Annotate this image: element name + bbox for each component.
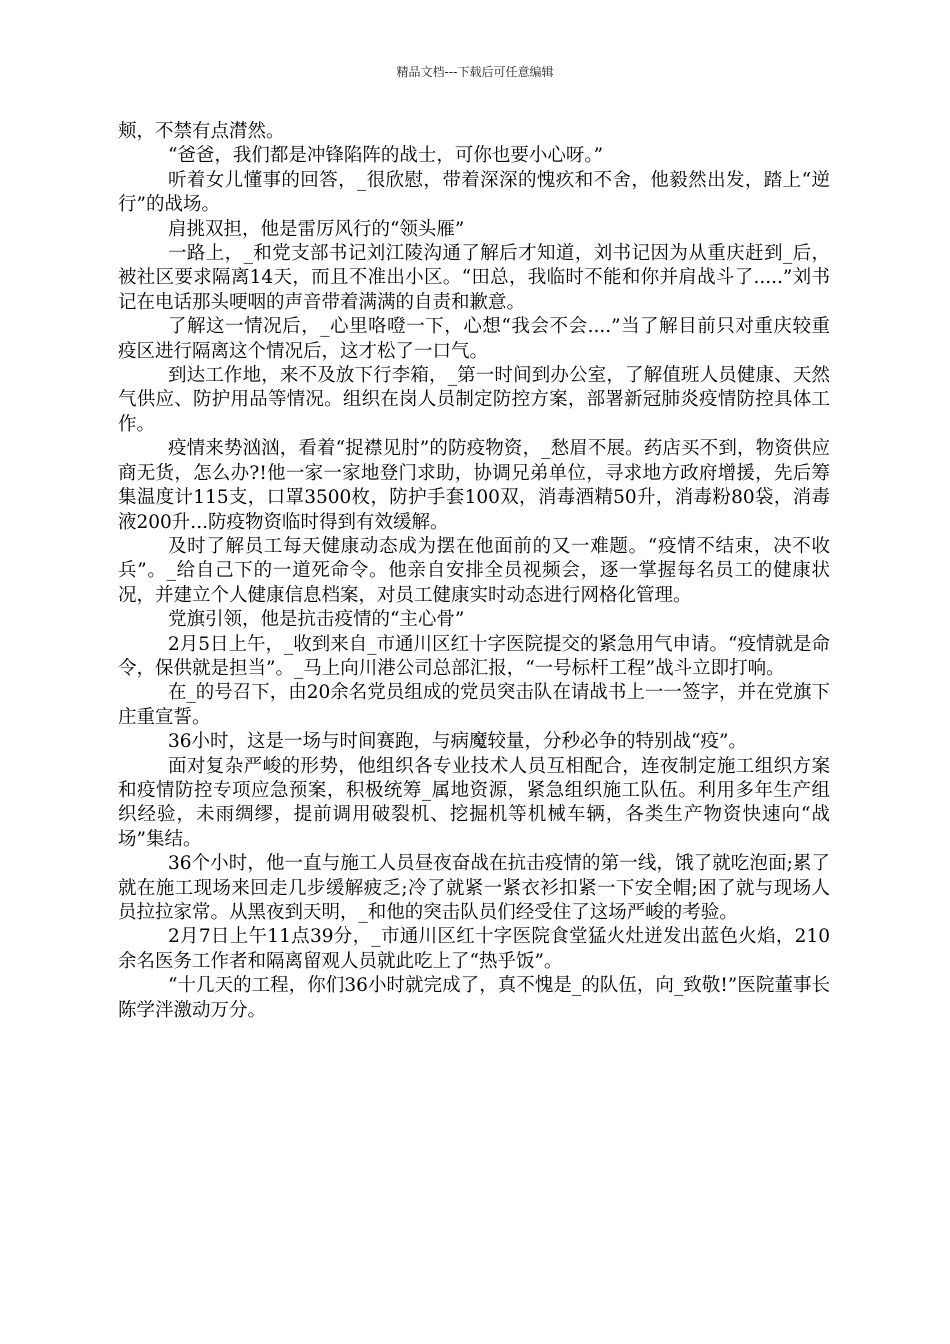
paragraph: 面对复杂严峻的形势，他组织各专业技术人员互相配合，连夜制定施工组织方案和疫情防控专项应急预案，积极统筹_属地资源，紧急组织施工队伍。利用多年生产组织经验，未雨绸缪，提前调用破裂机、挖掘机等机械车辆，各类生产物资快速向“战场”集结。 <box>118 755 830 850</box>
section-heading: 肩挑双担，他是雷厉风行的“领头雁” <box>167 218 465 240</box>
paragraph: 36小时，这是一场与时间赛跑，与病魔较量，分秒必争的特别战“疫”。 <box>167 731 747 753</box>
paragraph: 颊，不禁有点潸然。 <box>118 121 285 142</box>
paragraph: 36个小时，他一直与施工人员昼夜奋战在抗击疫情的第一线，饿了就吃泡面;累了就在施工现场来回走几步缓解疲乏;冷了就紧一紧衣衫扣紧一下安全帽;困了就与现场人员拉拉家常。从黑夜到天明，_和他的突击队员们经受住了这场严峻的考验。 <box>118 853 830 923</box>
paragraph: 在_的号召下，由20余名党员组成的党员突击队在请战书上一一签字，并在党旗下庄重宣誓。 <box>118 682 830 728</box>
paragraph: 了解这一情况后，_心里咯噔一下，心想“我会不会....”当了解目前只对重庆较重疫区进行隔离这个情况后，这才松了一口气。 <box>118 316 830 362</box>
paragraph: 及时了解员工每天健康动态成为摆在他面前的又一难题。“疫情不结束，决不收兵”。_给自己下的一道死命令。他亲自安排全员视频会，逐一掌握每名员工的健康状况，并建立个人健康信息档案，对员工健康实时动态进行网格化管理。 <box>118 535 830 606</box>
paragraph: 一路上，_和党支部书记刘江陵沟通了解后才知道，刘书记因为从重庆赶到_后，被社区要求隔离14天，而且不准出小区。“田总，我临时不能和你并肩战斗了.....”刘书记在电话那头哽咽的声音带着满满的自责和歉意。 <box>118 243 830 313</box>
paragraph: 2月5日上午，_收到来自_市通川区红十字医院提交的紧急用气申请。“疫情就是命令，保供就是担当”。_马上向川港公司总部汇报，“一号标杆工程”战斗立即打响。 <box>118 633 830 679</box>
document-body <box>118 120 830 1023</box>
paragraph: “爸爸，我们都是冲锋陷阵的战士，可你也要小心呀。” <box>167 145 604 167</box>
paragraph: 到达工作地，来不及放下行李箱，_第一时间到办公室，了解值班人员健康、天然气供应、防护用品等情况。组织在岗人员制定防控方案，部署新冠肺炎疫情防控具体工作。 <box>118 365 830 435</box>
page-header: 精品文档---下载后可任意编辑 <box>396 65 554 79</box>
paragraph: 听着女儿懂事的回答，_很欣慰，带着深深的愧疚和不舍，他毅然出发，踏上“逆行”的战场。 <box>118 169 830 216</box>
paragraph: 2月7日上午11点39分，_市通川区红十字医院食堂猛火灶迸发出蓝色火焰，210余名医务工作者和隔离留观人员就此吃上了“热乎饭”。 <box>118 926 830 972</box>
section-heading: 党旗引领，他是抗击疫情的“主心骨” <box>167 609 465 631</box>
paragraph: “十几天的工程，你们36小时就完成了，真不愧是_的队伍，向_致敬!”医院董事长陈学泮激动万分。 <box>118 975 830 1021</box>
paragraph: 疫情来势汹汹，看着“捉襟见肘”的防疫物资，_愁眉不展。药店买不到，物资供应商无货，怎么办?!他一家一家地登门求助，协调兄弟单位，寻求地方政府增援，先后筹集温度计115支，口罩3500枚，防护手套100双，消毒酒精50升，消毒粉80袋，消毒液200升...防疫物资临时得到有效缓解。 <box>118 438 830 533</box>
